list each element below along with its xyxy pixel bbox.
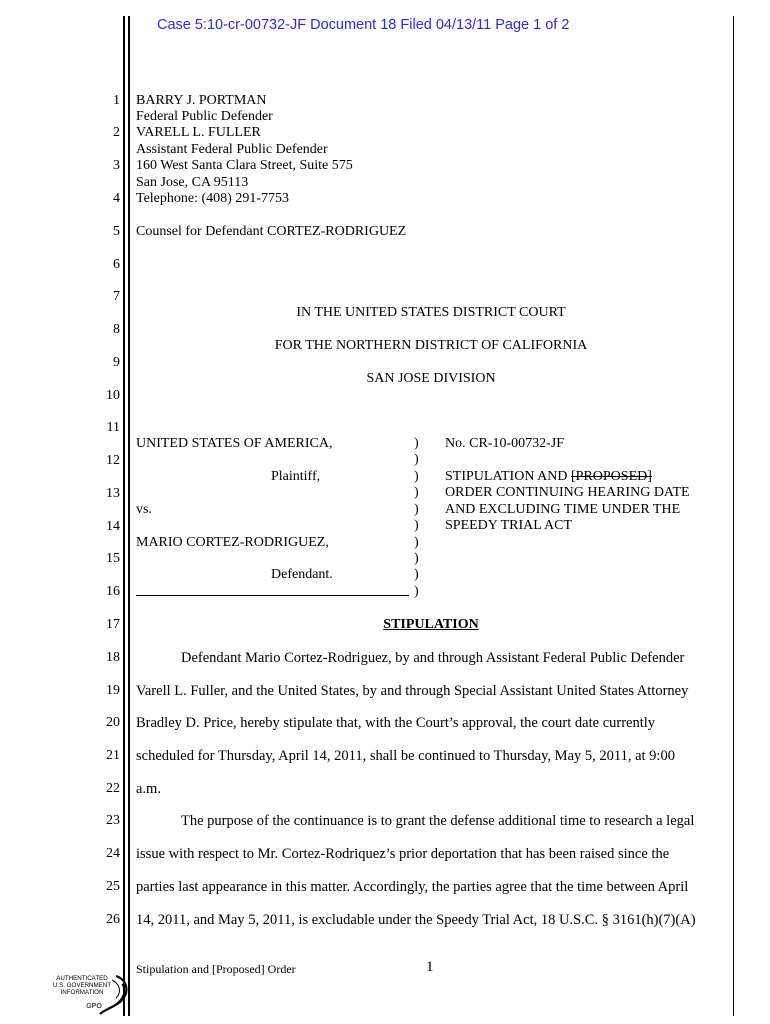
- line-number: 10: [106, 388, 120, 403]
- document-header: Case 5:10-cr-00732-JF Document 18 Filed 04/13/11 Page 1 of 2: [157, 17, 570, 33]
- line-number: 17: [106, 617, 120, 632]
- body-line: parties last appearance in this matter. Accordingly, the parties agree that the time between April: [136, 879, 689, 895]
- body-line: scheduled for Thursday, April 14, 2011, shall be continued to Thursday, May 5, 2011, at 9:00: [136, 748, 675, 764]
- counsel-title: Federal Public Defender: [136, 109, 273, 124]
- line-number: 5: [113, 224, 120, 239]
- line-number: 26: [106, 912, 120, 927]
- body-line: Defendant Mario Cortez-Rodriguez, by and through Assistant Federal Public Defender: [181, 650, 685, 666]
- caption-paren: ): [414, 502, 419, 517]
- counsel-name: BARRY J. PORTMAN: [136, 93, 267, 108]
- caption-paren: ): [414, 452, 419, 467]
- line-number: 21: [106, 748, 120, 763]
- line-number: 25: [106, 879, 120, 894]
- caption-paren: ): [414, 584, 419, 599]
- versus: vs.: [136, 502, 152, 517]
- document-title-line-2: ORDER CONTINUING HEARING DATE: [445, 485, 690, 500]
- line-number: 2: [113, 125, 120, 140]
- proposed-struck: [PROPOSED]: [571, 469, 652, 484]
- caption-paren: ): [414, 518, 419, 533]
- line-number: 14: [106, 519, 120, 534]
- body-line: The purpose of the continuance is to grant the defense additional time to research a legal: [181, 813, 695, 829]
- line-number: 4: [113, 191, 120, 206]
- line-number: 7: [113, 289, 120, 304]
- line-number: 22: [106, 781, 120, 796]
- page-number: 1: [426, 959, 434, 975]
- gpo-authentication-seal-icon: [42, 972, 134, 1016]
- defendant-label: Defendant.: [271, 567, 333, 582]
- document-title-line-4: SPEEDY TRIAL ACT: [445, 518, 573, 533]
- court-division: SAN JOSE DIVISION: [366, 371, 496, 386]
- line-number: 13: [106, 486, 120, 501]
- stipulation-heading-text: STIPULATION: [383, 617, 479, 632]
- line-number: 15: [106, 551, 120, 566]
- plaintiff-name: UNITED STATES OF AMERICA,: [136, 436, 333, 451]
- seal-swoosh-2: [116, 984, 124, 1004]
- left-margin-rule: [123, 16, 125, 1016]
- seal-line-4: GPO: [86, 1003, 102, 1010]
- caption-paren: ): [414, 567, 419, 582]
- seal-line-1: AUTHENTICATED: [56, 975, 108, 982]
- body-line: Bradley D. Price, hereby stipulate that, with the Court’s approval, the court date currently: [136, 715, 656, 731]
- court-name: IN THE UNITED STATES DISTRICT COURT: [296, 305, 566, 320]
- caption-paren: ): [414, 469, 419, 484]
- defendant-name: MARIO CORTEZ-RODRIGUEZ,: [136, 535, 329, 550]
- document-title-line-3: AND EXCLUDING TIME UNDER THE: [445, 502, 681, 517]
- line-number: 6: [113, 257, 120, 272]
- caption-paren: ): [414, 436, 419, 451]
- line-number: 23: [106, 813, 120, 828]
- plaintiff-label: Plaintiff,: [271, 469, 321, 484]
- right-margin-rule: [733, 16, 734, 1016]
- address-line-2: San Jose, CA 95113: [136, 175, 249, 190]
- line-number: 8: [113, 322, 120, 337]
- body-line: issue with respect to Mr. Cortez-Rodriquez’s prior deportation that has been raised since the: [136, 846, 670, 862]
- caption-paren: ): [414, 551, 419, 566]
- caption-paren: ): [414, 485, 419, 500]
- assistant-name: VARELL L. FULLER: [136, 125, 261, 140]
- line-number: 19: [106, 683, 120, 698]
- court-district: FOR THE NORTHERN DISTRICT OF CALIFORNIA: [274, 338, 588, 353]
- line-number: 18: [106, 650, 120, 665]
- caption-rule: [136, 595, 409, 596]
- counsel-for: Counsel for Defendant CORTEZ-RODRIGUEZ: [136, 224, 407, 239]
- assistant-title: Assistant Federal Public Defender: [136, 142, 328, 157]
- line-number: 12: [106, 453, 120, 468]
- line-number: 20: [106, 715, 120, 730]
- document-title-prefix: STIPULATION AND: [445, 469, 571, 484]
- line-number: 1: [113, 93, 120, 108]
- telephone: Telephone: (408) 291-7753: [136, 191, 289, 206]
- footer-label: Stipulation and [Proposed] Order: [136, 962, 296, 976]
- address-line-1: 160 West Santa Clara Street, Suite 575: [136, 158, 353, 173]
- document-title-line-1: [445, 469, 652, 485]
- body-line: 14, 2011, and May 5, 2011, is excludable under the Speedy Trial Act, 18 U.S.C. § 3161(h)(7)(A): [136, 912, 696, 928]
- line-number: 3: [113, 158, 120, 173]
- case-number: No. CR-10-00732-JF: [445, 436, 565, 451]
- line-number: 24: [106, 846, 120, 861]
- line-number: 16: [106, 584, 120, 599]
- left-margin-rule-inner: [128, 16, 130, 1016]
- seal-line-2: U.S. GOVERNMENT: [52, 982, 112, 989]
- seal-swoosh-3: [112, 980, 119, 998]
- line-number: 11: [106, 420, 120, 435]
- caption-paren: ): [414, 535, 419, 550]
- body-line: a.m.: [136, 781, 161, 797]
- stipulation-heading: [136, 617, 726, 633]
- line-number: 9: [113, 355, 120, 370]
- seal-line-3: INFORMATION: [60, 989, 104, 996]
- body-line: Varell L. Fuller, and the United States, by and through Special Assistant United States Attorney: [136, 683, 689, 699]
